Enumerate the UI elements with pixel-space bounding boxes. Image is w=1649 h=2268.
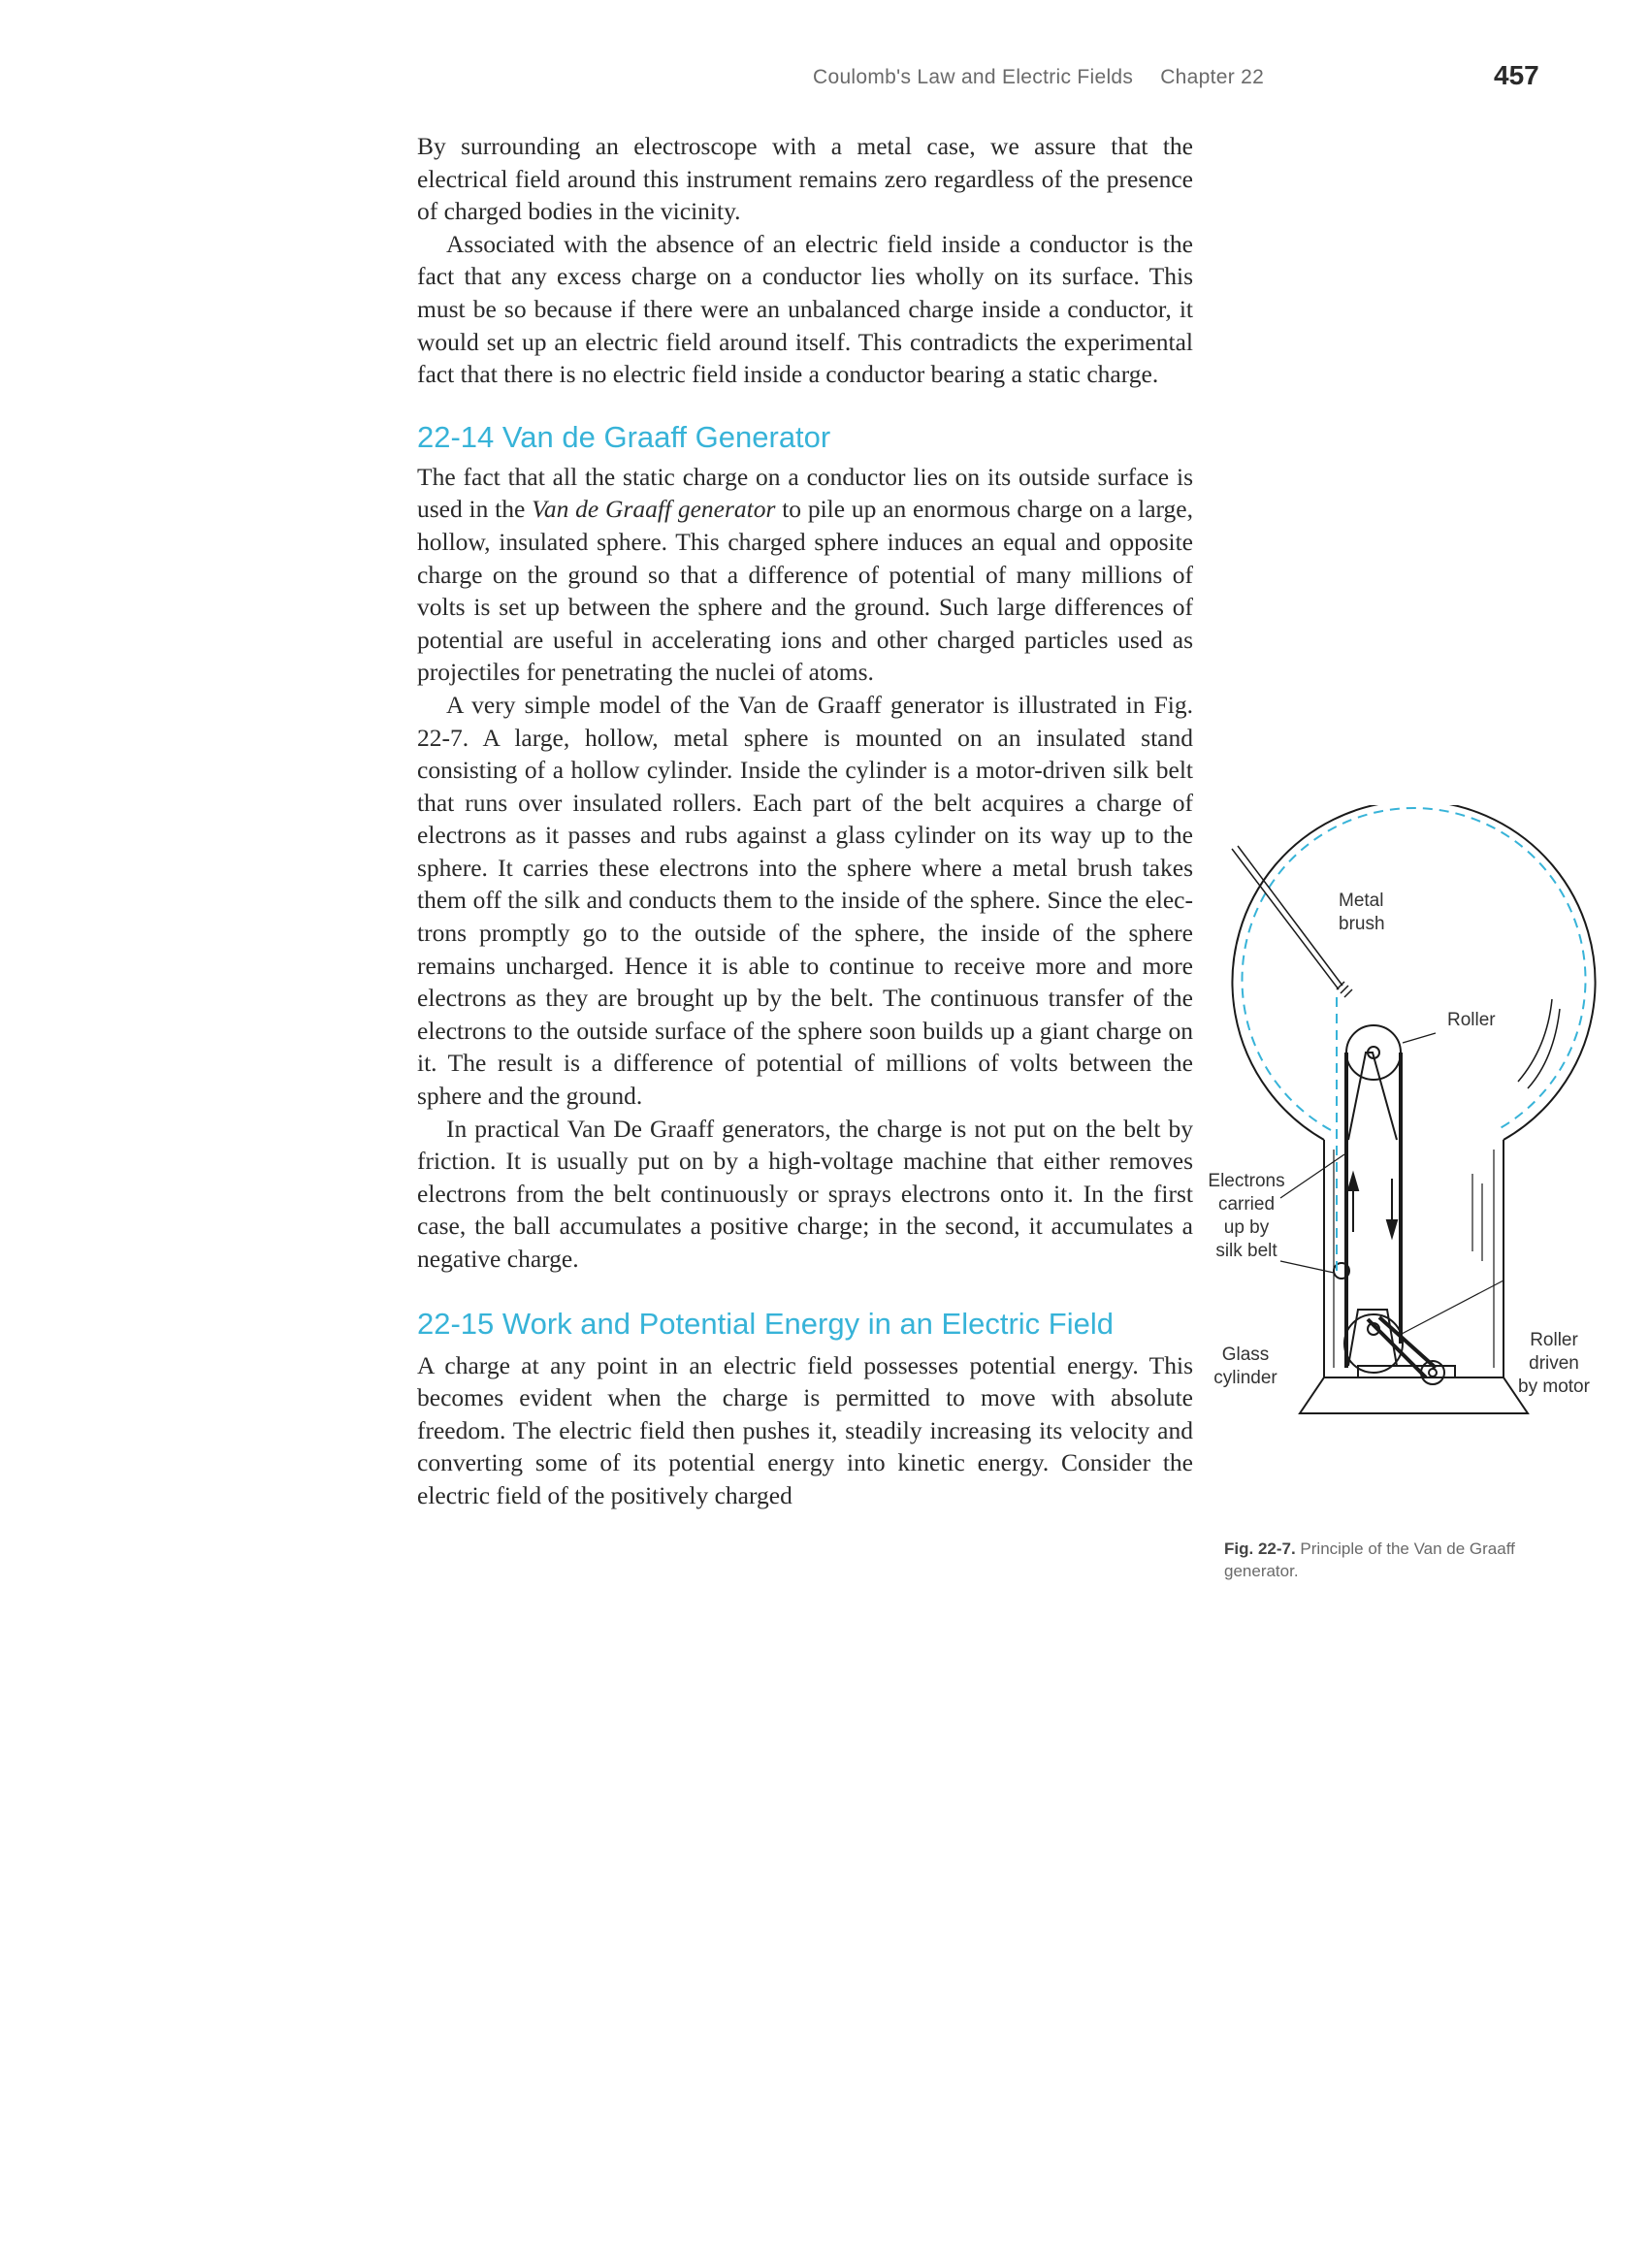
label-electrons-line2: carried	[1217, 1194, 1276, 1215]
label-roller-top: Roller	[1447, 1010, 1496, 1030]
label-electrons-line1: Electrons	[1208, 1171, 1285, 1191]
bottom-roller-support	[1348, 1310, 1397, 1366]
paragraph-3-part-a: The fact that all the static charge on a conductor lies on its outside surface is used in the	[417, 462, 1193, 524]
down-arrowhead	[1387, 1220, 1397, 1237]
running-title: Coulomb's Law and Electric Fields	[813, 66, 1134, 88]
label-electrons-line4: silk belt	[1215, 1241, 1277, 1261]
label-roller-driven	[1505, 1329, 1602, 1399]
label-electrons-carried	[1203, 1170, 1290, 1263]
metal-brush	[1232, 849, 1339, 989]
brush-bristles	[1337, 982, 1352, 997]
motor-pulley-axle	[1429, 1369, 1437, 1377]
paragraph-2: Associated with the absence of an electric field inside a conductor is the fact that any excess charge on a conductor lies wholly on its surface. This must be so because if there were an unbalanced charge inside a conductor, it would set up an electric field around itself. This contradicts the experimental fact that there is no electric field inside a conductor bearing a static charge.	[417, 229, 1193, 389]
paragraph-1: By surrounding an electroscope with a metal case, we assure that the electrical field around this instrument remains zero regardless of the presence of charged bodies in the vicinity.	[417, 132, 1193, 226]
label-roller-motor-line3: by motor	[1518, 1377, 1590, 1397]
figure-van-de-graaff	[1208, 805, 1620, 1620]
leader-roller-top	[1403, 1033, 1436, 1043]
paragraph-3-part-b: to pile up an enormous charge on a large, hollow, insulated sphere. This charged sphere induces an equal and opposite charge on the ground so that a difference of potential of many millions of volts is set up between the sphere and the ground. Such large differences of potential are useful in accelerating ions and other charged particles used as projectiles for penetrating the nuclei of atoms.	[417, 495, 1193, 687]
metal-sphere	[1233, 805, 1596, 1140]
label-electrons-line3: up by	[1223, 1217, 1270, 1238]
up-arrowhead	[1348, 1174, 1358, 1190]
paragraph-4: A very simple model of the Van de Graaff generator is illustrated in Fig. 22-7. A large, hollow, metal sphere is mounted on an insulated stand consisting of a hollow cylinder. Inside the cylinder is a motor-driven silk belt that runs over insulated rollers. Each part of the belt acquires a charge of electrons as it passes and rubs against a glass cylinder on its way up to the sphere. It carries these electrons into the sphere where a metal brush takes them off the silk and conducts them to the inside of the sphere. Since the electrons promptly go to the outside of the sphere, the inside of the sphere remains uncharged. Hence it is able to continue to receive more and more electrons as they are brought up by the belt. The continuous transfer of the electrons to the outside surface of the sphere soon builds up a giant charge on it. The result is a difference of potential of millions of volts between the sphere and the ground.	[417, 690, 1193, 1111]
leader-roller-motor	[1402, 1280, 1504, 1334]
van-de-graaff-term: Van de Graaff generator	[532, 495, 776, 524]
label-glass-cylinder	[1207, 1344, 1284, 1390]
main-text-column	[417, 130, 1193, 1512]
label-roller-motor-line1: Roller	[1530, 1330, 1578, 1350]
section-heading-22-14: 22-14 Van de Graaff Generator	[417, 419, 831, 454]
figure-caption-text: Principle of the Van de Graaff generator.	[1224, 1539, 1515, 1580]
figure-number: Fig. 22-7.	[1224, 1539, 1296, 1558]
page-number: 457	[1494, 60, 1539, 90]
base-plate	[1300, 1377, 1528, 1413]
label-brush: brush	[1339, 914, 1385, 934]
label-cylinder: cylinder	[1213, 1368, 1277, 1388]
paragraph-5: In practical Van De Graaff generators, the charge is not put on the belt by friction. It is usually put on by a high-voltage machine that either removes electrons from the belt continuously or sprays electrons onto it. In the first case, the ball accumulates a positive charge; in the second, it accumulates a negative charge.	[417, 1114, 1193, 1273]
figure-caption	[1224, 1538, 1515, 1582]
top-roller-support	[1348, 1053, 1397, 1140]
insulating-stand	[1324, 1140, 1504, 1377]
sphere-highlight	[1518, 999, 1552, 1082]
chapter-label: Chapter 22	[1160, 66, 1265, 88]
label-roller-motor-line2: driven	[1529, 1353, 1579, 1374]
running-head	[813, 66, 1264, 89]
paragraph-6: A charge at any point in an electric field possesses potential energy. This becomes evident when the charge is permitted to move with absolute freedom. The electric field then pushes it, steadily increasing its velocity and converting some of its potential energy into kinetic energy. Consider the electric field of the positively charged	[417, 1350, 1193, 1509]
paragraph-3	[417, 461, 1193, 689]
section-heading-22-15: 22-15 Work and Potential Energy in an Electric Field	[417, 1306, 1114, 1341]
label-metal: Metal	[1339, 891, 1384, 911]
label-glass: Glass	[1221, 1345, 1270, 1365]
label-metal-brush	[1339, 890, 1385, 936]
